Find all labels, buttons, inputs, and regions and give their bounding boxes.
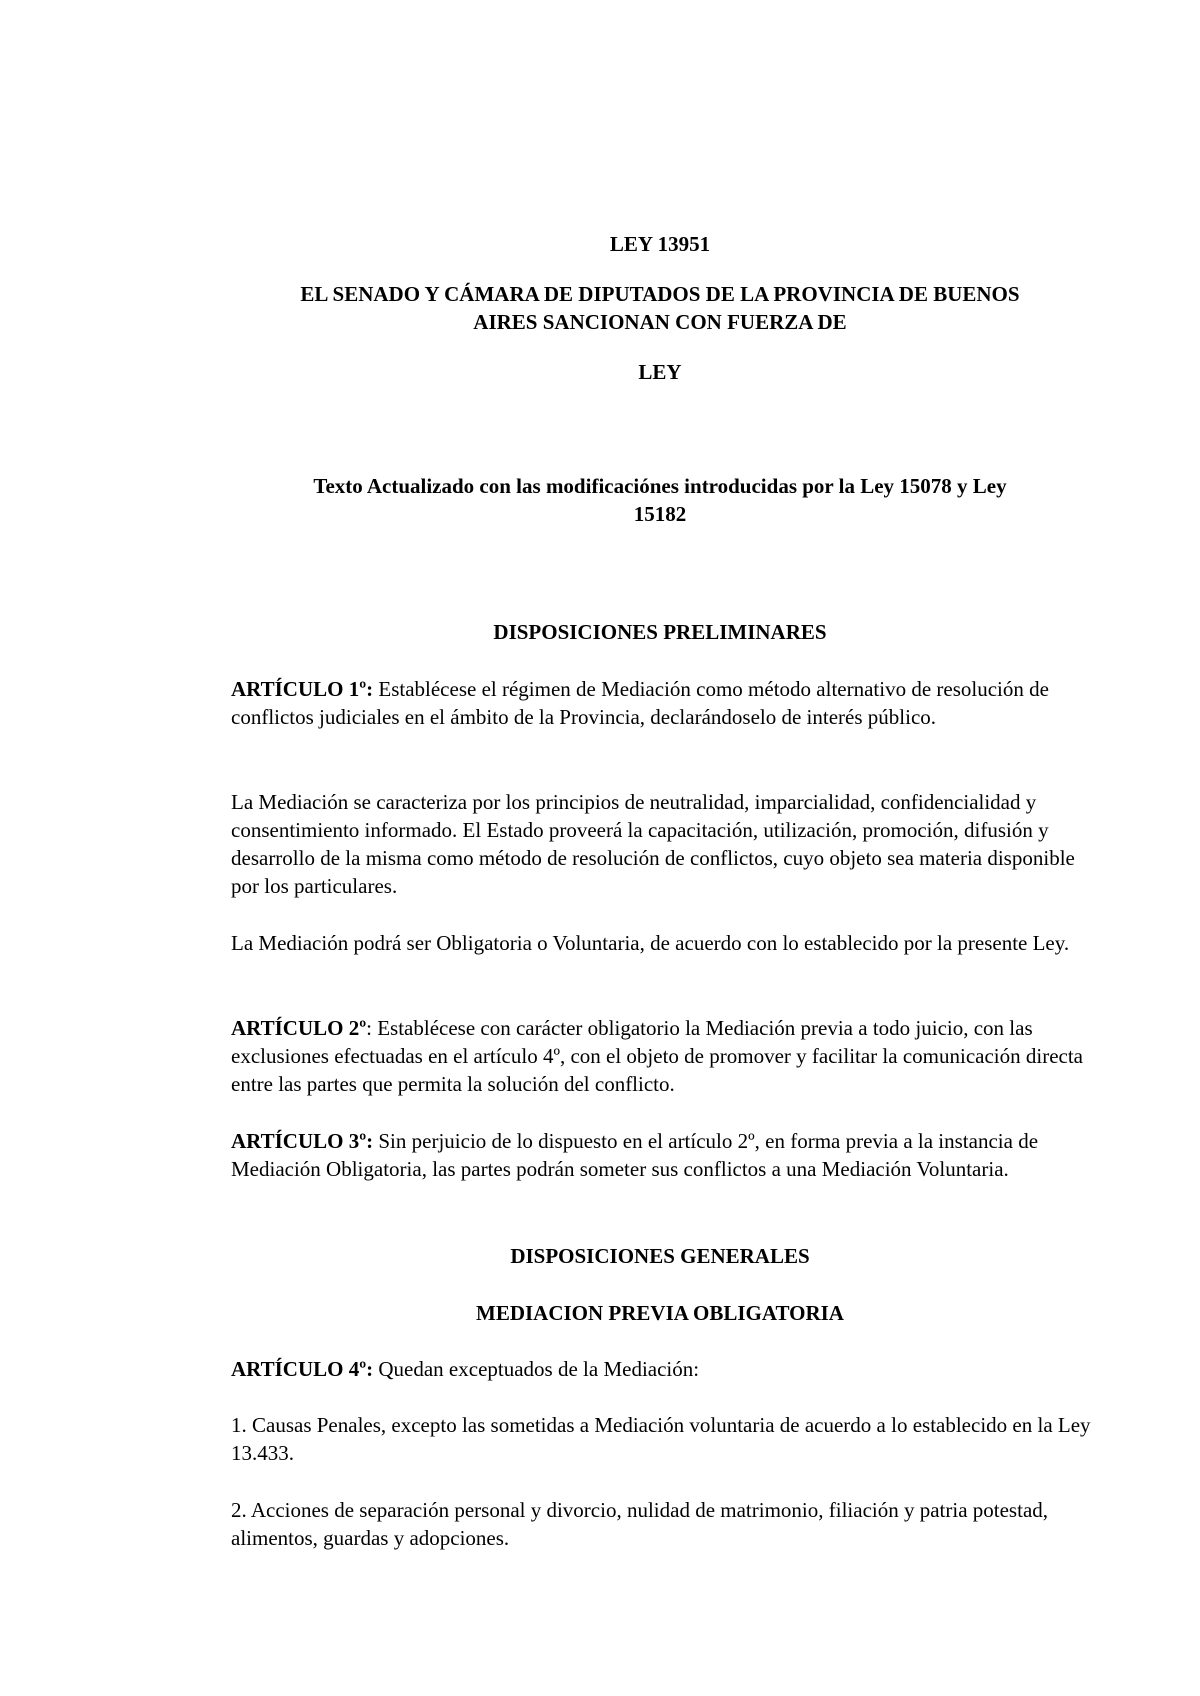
law-title: LEY 13951 (609, 232, 711, 256)
article-2-label: ARTÍCULO 2º (231, 1016, 367, 1040)
section-heading-preliminares: DISPOSICIONES PRELIMINARES (493, 620, 827, 644)
article-3 (231, 1127, 1091, 1183)
article-2-text: : Establécese con carácter obligatorio la Mediación previa a todo juicio, con las exclusiones efectuadas en el artículo 4º, con el objeto de promover y facilitar la comunicación directa entre las partes que permita la solución del conflicto. (231, 1016, 1083, 1096)
article-3-label: ARTÍCULO 3º: (231, 1129, 374, 1153)
enactment-line-2: AIRES SANCIONAN CON FUERZA DE (473, 310, 847, 334)
updated-text-line-2: 15182 (633, 502, 687, 526)
updated-text-line-1: Texto Actualizado con las modificaciónes introducidas por la Ley 15078 y Ley (313, 474, 1007, 498)
updated-text-note (220, 472, 1100, 528)
section-heading-generales: DISPOSICIONES GENERALES (510, 1244, 810, 1268)
enactment-line-1: EL SENADO Y CÁMARA DE DIPUTADOS DE LA PROVINCIA DE BUENOS (300, 282, 1020, 306)
article-4-label: ARTÍCULO 4º: (231, 1357, 374, 1381)
article-1-text: Establécese el régimen de Mediación como método alternativo de resolución de conflictos judiciales en el ámbito de la Provincia, declarándoselo de interés público. (231, 677, 1049, 729)
article-1-paragraph-3: La Mediación podrá ser Obligatoria o Voluntaria, de acuerdo con lo establecido por la presente Ley. (231, 931, 1070, 955)
article-4-item-1: 1. Causas Penales, excepto las sometidas a Mediación voluntaria de acuerdo a lo establecido en la Ley 13.433. (231, 1413, 1091, 1465)
ley-heading: LEY (638, 360, 682, 384)
article-3-text: Sin perjuicio de lo dispuesto en el artículo 2º, en forma previa a la instancia de Mediación Obligatoria, las partes podrán someter sus conflictos a una Mediación Voluntaria. (231, 1129, 1039, 1181)
article-1-label: ARTÍCULO 1º: (231, 677, 374, 701)
article-4-text: Quedan exceptuados de la Mediación: (373, 1357, 700, 1381)
enactment-formula (220, 280, 1100, 336)
article-2 (231, 1014, 1091, 1098)
article-1 (231, 675, 1091, 731)
article-4 (231, 1355, 1091, 1383)
section-heading-mediacion-previa: MEDIACION PREVIA OBLIGATORIA (476, 1301, 844, 1325)
article-1-paragraph-2: La Mediación se caracteriza por los principios de neutralidad, imparcialidad, confidencialidad y consentimiento informado. El Estado proveerá la capacitación, utilización, promoción, difusión y desarrollo de la misma como método de resolución de conflictos, cuyo objeto sea materia disponible por los particulares. (231, 790, 1075, 898)
article-4-item-2: 2. Acciones de separación personal y divorcio, nulidad de matrimonio, filiación y patria potestad, alimentos, guardas y adopciones. (231, 1498, 1049, 1550)
